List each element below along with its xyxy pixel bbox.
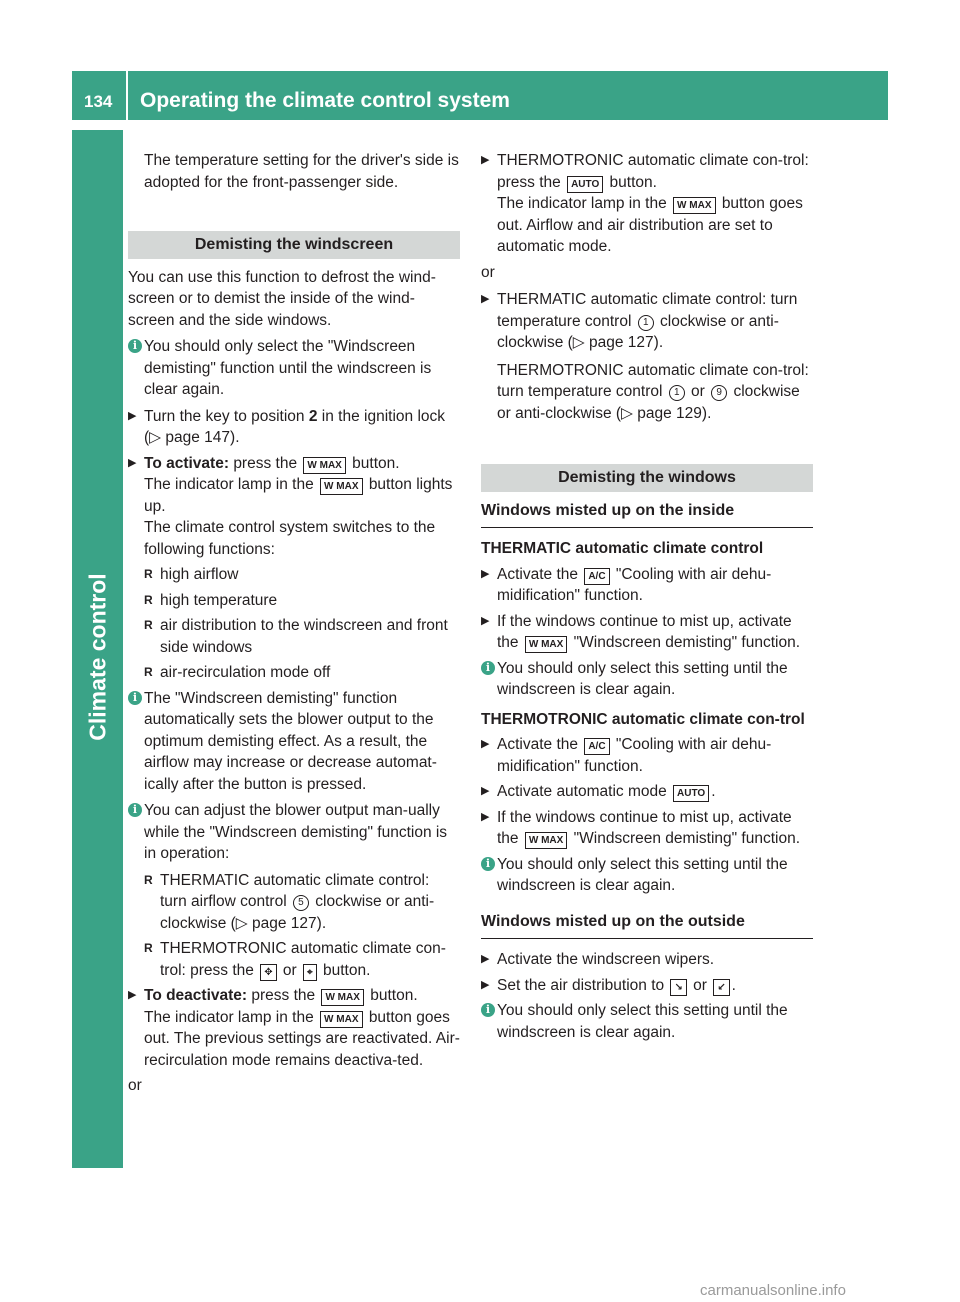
max-defrost-button-icon: W MAX xyxy=(525,636,567,653)
arrow-icon: ▶ xyxy=(481,567,490,580)
control-1-icon: 1 xyxy=(638,315,654,331)
section-title-windows: Demisting the windows xyxy=(481,464,813,492)
info-note: i You should only select this setting until the windscreen is clear again. xyxy=(481,854,813,897)
header-divider xyxy=(126,71,128,120)
recirc-button-icon: ✥ xyxy=(260,964,276,981)
subhead-outside: Windows misted up on the outside xyxy=(481,911,813,940)
or-text: or xyxy=(481,263,495,281)
subhead-inside: Windows misted up on the inside xyxy=(481,500,813,529)
step-wipers: ▶ Activate the windscreen wipers. xyxy=(481,949,813,971)
list-item: R high temperature xyxy=(144,591,278,609)
air-distribution-icon: ↘ xyxy=(670,979,686,996)
step-air-distribution: ▶ Set the air distribution to ↘ or ↙ . xyxy=(481,975,813,997)
air-distribution-icon: ↙ xyxy=(713,979,729,996)
side-tab-label: Climate control xyxy=(84,573,111,741)
step-temperature-control: ▶ THERMATIC automatic climate control: turn temperature control 1 clockwise or anti-clockwise (▷ page 127). THERMOTRONIC automatic climate con-trol: turn temperature control 1 or 9 clockwise or anti-clockwise (▷ page 129). xyxy=(481,291,809,422)
step-auto: ▶ Activate automatic mode AUTO . xyxy=(481,781,813,803)
control-9-icon: 9 xyxy=(711,385,727,401)
arrow-icon: ▶ xyxy=(481,614,490,627)
info-icon: i xyxy=(128,691,142,705)
info-icon: i xyxy=(481,857,495,871)
arrow-icon: ▶ xyxy=(128,989,137,1001)
auto-button-icon: AUTO xyxy=(673,785,709,802)
ac-button-icon: A/C xyxy=(584,738,609,755)
info-note: i You can adjust the blower output man-ually while the "Windscreen demisting" function is in operation: xyxy=(128,800,460,865)
arrow-icon: ▶ xyxy=(128,409,137,422)
info-note: i You should only select the "Windscreen demisting" function until the windscreen is clear again. xyxy=(128,336,460,401)
step-ignition: ▶ Turn the key to position 2 in the ignition lock (▷ page 147). xyxy=(128,407,446,446)
arrow-icon: ▶ xyxy=(481,810,490,823)
max-defrost-button-icon: W MAX xyxy=(673,197,715,214)
right-column xyxy=(481,150,813,1048)
section-title-windscreen: Demisting the windscreen xyxy=(128,231,460,259)
control-5-icon: 5 xyxy=(293,895,309,911)
minor-head-thermatic: THERMATIC automatic climate control xyxy=(481,540,764,557)
control-1-icon: 1 xyxy=(669,385,685,401)
or-text: or xyxy=(128,1077,142,1094)
section-intro: You can use this function to defrost the wind-screen or to demist the inside of the wind-screen and the side windows. xyxy=(128,268,436,329)
arrow-icon: ▶ xyxy=(128,456,137,469)
info-note: i The "Windscreen demisting" function automatically sets the blower output to the optimum demisting effect. As a result, the airflow may increase or decrease automat-ically after the button is pressed. xyxy=(128,688,460,796)
auto-button-icon: AUTO xyxy=(567,176,603,193)
step-activate: ▶ To activate: press the W MAX button. The indicator lamp in the W MAX button lights up. The climate control system switches to the following functions: xyxy=(128,454,453,558)
max-defrost-button-icon: W MAX xyxy=(303,457,345,474)
max-defrost-button-icon: W MAX xyxy=(320,1011,362,1028)
arrow-icon: ▶ xyxy=(481,154,490,166)
arrow-icon: ▶ xyxy=(481,978,490,991)
intro-text: The temperature setting for the driver's side is adopted for the front-passenger side. xyxy=(144,152,459,191)
step-defrost: ▶ If the windows continue to mist up, activate the W MAX "Windscreen demisting" function. xyxy=(481,612,801,651)
info-icon: i xyxy=(481,661,495,675)
page-title: Operating the climate control system xyxy=(140,89,510,112)
list-item: R THERMOTRONIC automatic climate con-trol: press the ✥ or ⌖ button. xyxy=(144,940,446,979)
step-defrost: ▶ If the windows continue to mist up, activate the W MAX "Windscreen demisting" function. xyxy=(481,808,801,847)
minor-head-thermotronic: THERMOTRONIC automatic climate con-trol xyxy=(481,710,805,728)
watermark: carmanualsonline.info xyxy=(700,1282,846,1299)
max-defrost-button-icon: W MAX xyxy=(525,832,567,849)
list-item: R high airflow xyxy=(144,566,239,583)
step-deactivate: ▶ To deactivate: press the W MAX button. The indicator lamp in the W MAX button goes out. The previous settings are reactivated. Air-recirculation mode remains deactiva-ted. xyxy=(128,987,460,1069)
list-item: R air-recirculation mode off xyxy=(144,664,331,681)
arrow-icon: ▶ xyxy=(481,785,490,797)
list-item: R air distribution to the windscreen and front side windows xyxy=(144,617,448,656)
step-thermotronic-auto: ▶ THERMOTRONIC automatic climate con-trol: press the AUTO button. The indicator lamp in the W MAX button goes out. Airflow and air distribution are set to automatic mode. xyxy=(481,152,809,255)
ac-button-icon: A/C xyxy=(584,568,609,585)
info-icon: i xyxy=(481,1003,495,1017)
max-defrost-button-icon: W MAX xyxy=(321,989,363,1006)
info-note: i You should only select this setting until the windscreen is clear again. xyxy=(481,658,813,701)
max-defrost-button-icon: W MAX xyxy=(320,478,362,495)
list-item: R THERMATIC automatic climate control: turn airflow control 5 clockwise or anti-clockwise (▷ page 127). xyxy=(144,871,435,932)
step-ac: ▶ Activate the A/C "Cooling with air dehu-midification" function. xyxy=(481,736,772,775)
left-column xyxy=(128,150,460,1103)
step-ac: ▶ Activate the A/C "Cooling with air dehu-midification" function. xyxy=(481,565,772,604)
info-icon: i xyxy=(128,803,142,817)
info-icon: i xyxy=(128,339,142,353)
arrow-icon: ▶ xyxy=(481,953,490,965)
info-note: i You should only select this setting until the windscreen is clear again. xyxy=(481,1000,813,1043)
recirc-button-icon: ⌖ xyxy=(303,964,317,981)
page-number: 134 xyxy=(84,92,113,111)
arrow-icon: ▶ xyxy=(481,293,490,305)
arrow-icon: ▶ xyxy=(481,738,490,750)
